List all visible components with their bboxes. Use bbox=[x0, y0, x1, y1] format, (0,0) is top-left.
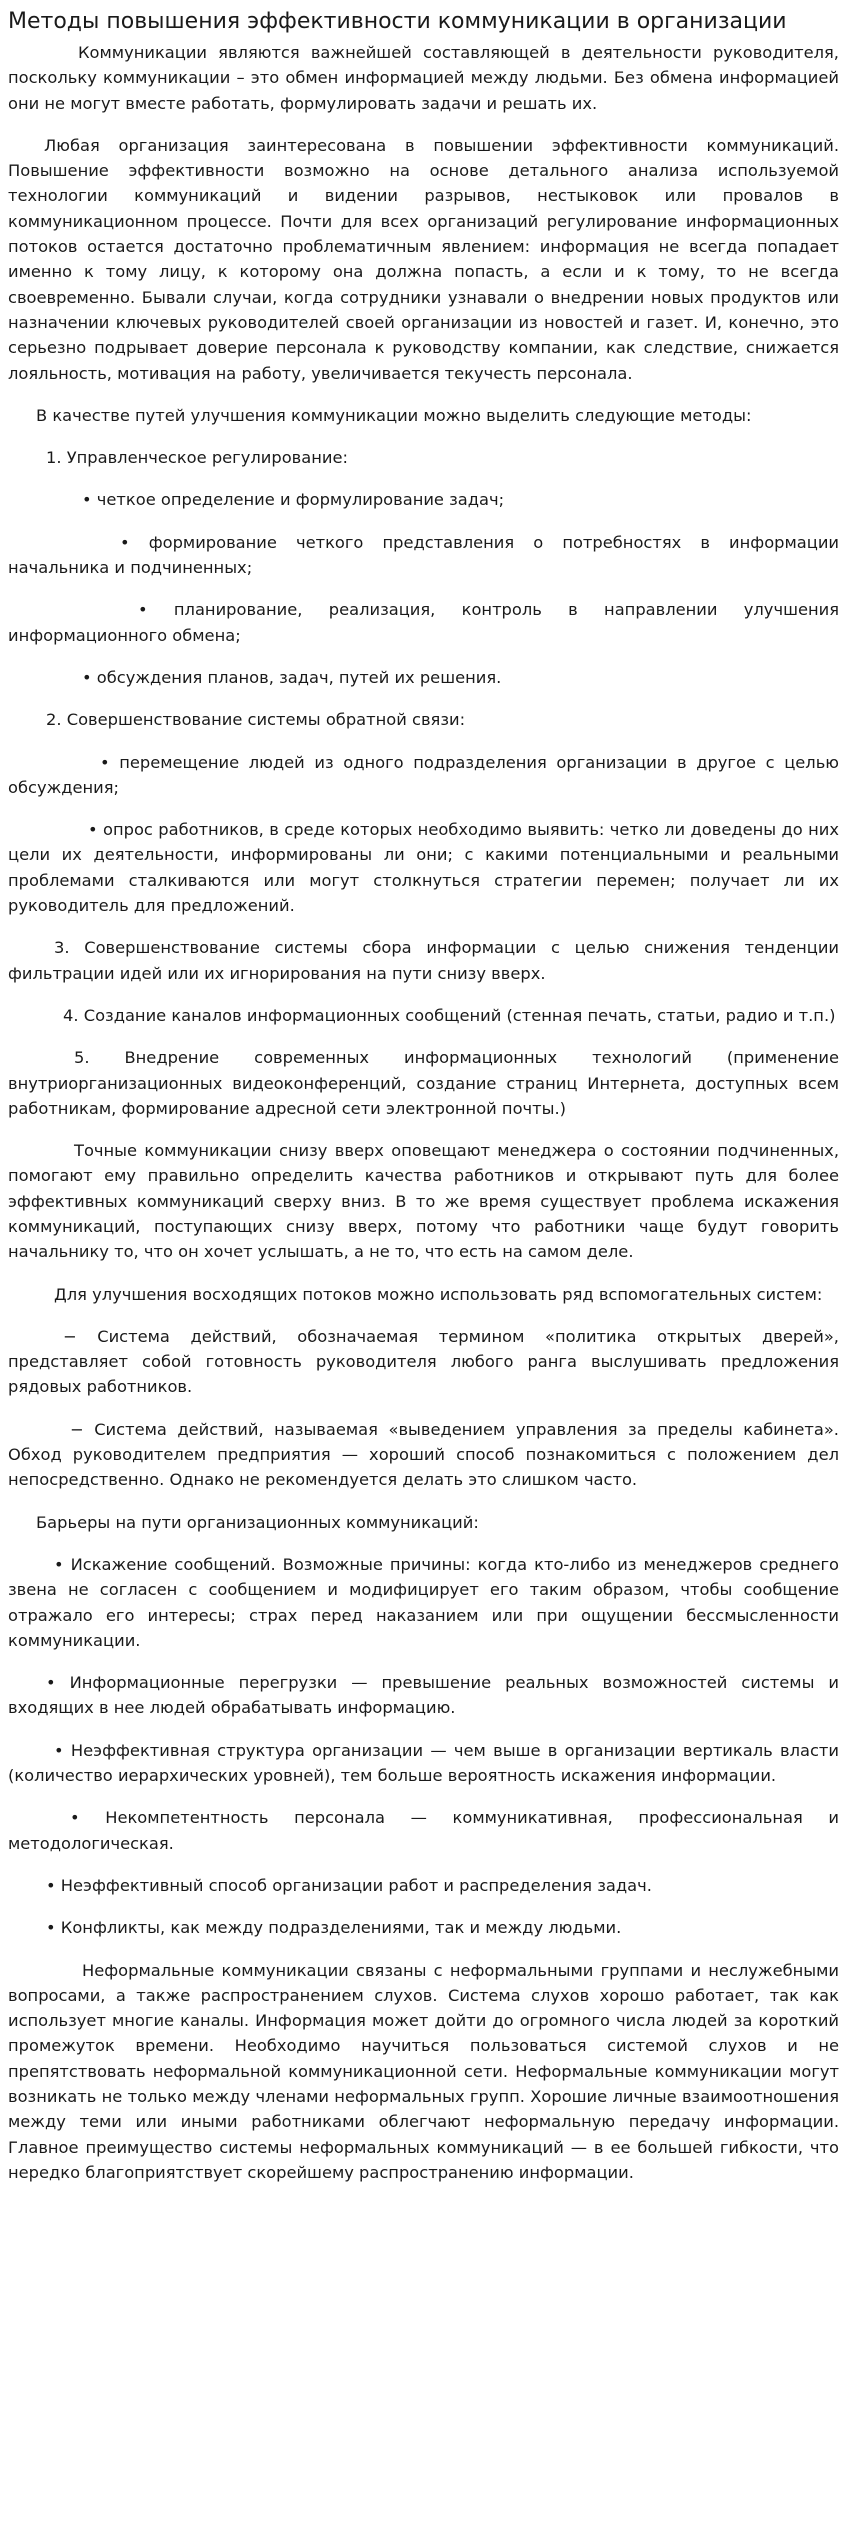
system-2: − Система действий, называемая «выведением управления за пределы кабинета». Обход руководителем предприятия — хороший способ познакомиться с положением дел непосредственно. Однако не рекомендуется делать это слишком часто. bbox=[8, 1419, 839, 1490]
barrier-1: • Искажение сообщений. Возможные причины: когда кто-либо из менеджеров среднего звена не согласен с сообщением и модифицирует его таким образом, чтобы сообщение отражало его интересы; страх перед наказанием или при ощущении бессмысленности коммуникации. bbox=[8, 1554, 839, 1650]
method-2-bullet-1: • перемещение людей из одного подразделения организации в другое с целью обсуждения; bbox=[8, 752, 839, 797]
methods-intro: В качестве путей улучшения коммуникации можно выделить следующие методы: bbox=[36, 405, 752, 425]
barrier-5: • Неэффективный способ организации работ и распределения задач. bbox=[46, 1875, 652, 1895]
method-3: 3. Совершенствование системы сбора информации с целью снижения тенденции фильтрации идей или их игнорирования на пути снизу вверх. bbox=[8, 938, 839, 983]
method-2-bullet-2: • опрос работников, в среде которых необходимо выявить: четко ли доведены до них цели их деятельности, информированы ли они; с какими потенциальными и реальными проблемами сталкиваются или могут столкнуться стратегии перемен; получает ли их руководитель для предложений. bbox=[8, 820, 839, 916]
barrier-6: • Конфликты, как между подразделениями, так и между людьми. bbox=[46, 1918, 622, 1938]
upward-paragraph-2: Для улучшения восходящих потоков можно использовать ряд вспомогательных систем: bbox=[54, 1284, 823, 1304]
barrier-2: • Информационные перегрузки — превышение реальных возможностей системы и входящих в нее людей обрабатывать информацию. bbox=[8, 1673, 839, 1718]
intro-paragraph-1: Коммуникации являются важнейшей составляющей в деятельности руководителя, поскольку коммуникации – это обмен информацией между людьми. Без обмена информацией они не могут вместе работать, формулировать задачи и решать их. bbox=[8, 43, 839, 113]
method-1-bullet-1: • четкое определение и формулирование задач; bbox=[82, 490, 505, 510]
barriers-title: Барьеры на пути организационных коммуникаций: bbox=[36, 1512, 479, 1532]
method-1-bullet-4: • обсуждения планов, задач, путей их решения. bbox=[82, 667, 502, 687]
method-4: 4. Создание каналов информационных сообщений (стенная печать, статьи, радио и т.п.) bbox=[63, 1005, 836, 1025]
method-5: 5. Внедрение современных информационных технологий (применение внутриорганизационных видеоконференций, создание страниц Интернета, доступных всем работникам, формирование адресной сети электронной почты.) bbox=[8, 1048, 839, 1118]
barrier-4: • Некомпетентность персонала — коммуникативная, профессиональная и методологическая. bbox=[8, 1808, 839, 1853]
upward-paragraph-1: Точные коммуникации снизу вверх оповещают менеджера о состоянии подчиненных, помогают ему правильно определить качества работников и открывают путь для более эффективных коммуникаций сверху вниз. В то же время существует проблема искажения коммуникаций, поступающих снизу вверх, потому что работники чаще будут говорить начальнику то, что он хочет услышать, а не то, что есть на самом деле. bbox=[8, 1141, 839, 1262]
method-1-bullet-2: • формирование четкого представления о потребностях в информации начальника и подчиненных; bbox=[8, 532, 839, 578]
system-1: − Система действий, обозначаемая термином «политика открытых дверей», представляет собой готовность руководителя любого ранга выслушивать предложения рядовых работников. bbox=[8, 1326, 839, 1397]
page-title: Методы повышения эффективности коммуникации в организации bbox=[8, 9, 787, 34]
method-1-bullet-3: • планирование, реализация, контроль в направлении улучшения информационного обмена; bbox=[8, 600, 839, 645]
informal-paragraph: Неформальные коммуникации связаны с неформальными группами и неслужебными вопросами, а также распространением слухов. Система слухов хорошо работает, так как использует многие каналы. Информация может дойти до огромного числа людей за короткий промежуток времени. Необходимо научиться пользоваться системой слухов и не препятствовать неформальной коммуникационной сети. Неформальные коммуникации могут возникать не только между членами неформальных групп. Хорошие личные взаимоотношения между теми или иными работниками облегчают неформальную передачу информации. Главное преимущество системы неформальных коммуникаций — в ее большей гибкости, что нередко благоприятствует скорейшему распространению информации. bbox=[8, 1960, 839, 2182]
method-1-title: 1. Управленческое регулирование: bbox=[46, 448, 348, 468]
barrier-3: • Неэффективная структура организации — чем выше в организации вертикаль власти (количество иерархических уровней), тем больше вероятность искажения информации. bbox=[8, 1740, 839, 1786]
intro-paragraph-2: Любая организация заинтересована в повышении эффективности коммуникаций. Повышение эффективности возможно на основе детального анализа используемой технологии коммуникаций и видении разрывов, нестыковок или провалов в коммуникационном процессе. Почти для всех организаций регулирование информационных потоков остается достаточно проблематичным явлением: информация не всегда попадает именно к тому лицу, к которому она должна попасть, а если и к тому, то не всегда своевременно. Бывали случаи, когда сотрудники узнавали о внедрении новых продуктов или назначении ключевых руководителей своей организации из новостей и газет. И, конечно, это серьезно подрывает доверие персонала к руководству компании, как следствие, снижается лояльность, мотивация на работу, увеличивается текучесть персонала. bbox=[8, 135, 839, 383]
method-2-title: 2. Совершенствование системы обратной связи: bbox=[46, 710, 466, 730]
